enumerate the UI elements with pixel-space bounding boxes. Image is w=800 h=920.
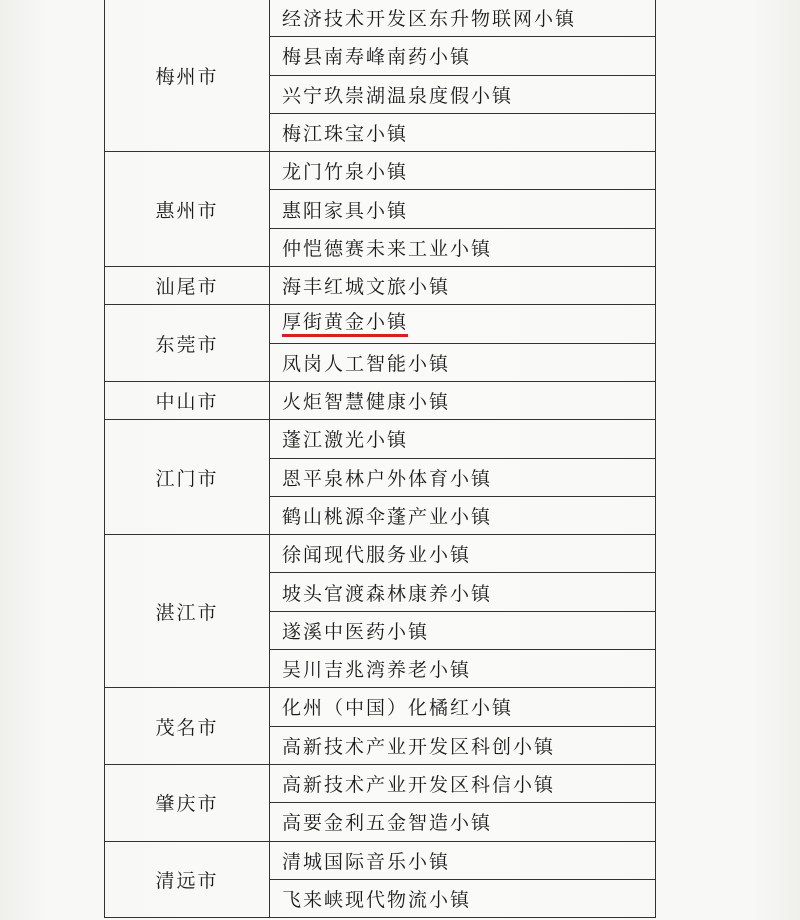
city-cell: 中山市 bbox=[105, 381, 270, 419]
town-cell: 蓬江激光小镇 bbox=[270, 420, 656, 458]
town-cell: 化州（中国）化橘红小镇 bbox=[270, 688, 656, 726]
town-table bbox=[104, 0, 656, 918]
town-cell bbox=[270, 305, 656, 343]
city-cell: 江门市 bbox=[105, 420, 270, 535]
town-cell: 坡头官渡森林康养小镇 bbox=[270, 573, 656, 611]
table-row bbox=[105, 688, 656, 726]
town-cell: 惠阳家具小镇 bbox=[270, 190, 656, 228]
table-row bbox=[105, 267, 656, 305]
city-cell: 肇庆市 bbox=[105, 764, 270, 841]
town-cell: 梅县南寿峰南药小镇 bbox=[270, 37, 656, 75]
town-cell: 兴宁玖崇湖温泉度假小镇 bbox=[270, 75, 656, 113]
town-cell: 海丰红城文旅小镇 bbox=[270, 267, 656, 305]
town-cell: 火炬智慧健康小镇 bbox=[270, 381, 656, 419]
town-cell: 高新技术产业开发区科创小镇 bbox=[270, 726, 656, 764]
town-cell: 仲恺德赛未来工业小镇 bbox=[270, 228, 656, 266]
city-cell: 湛江市 bbox=[105, 535, 270, 688]
city-cell: 茂名市 bbox=[105, 688, 270, 765]
table-row bbox=[105, 420, 656, 458]
town-cell: 经济技术开发区东升物联网小镇 bbox=[270, 0, 656, 37]
table-row bbox=[105, 152, 656, 190]
city-cell: 清远市 bbox=[105, 841, 270, 918]
city-cell: 惠州市 bbox=[105, 152, 270, 267]
town-cell: 清城国际音乐小镇 bbox=[270, 841, 656, 879]
table-row bbox=[105, 841, 656, 879]
town-cell: 高要金利五金智造小镇 bbox=[270, 803, 656, 841]
town-cell: 遂溪中医药小镇 bbox=[270, 611, 656, 649]
city-cell: 汕尾市 bbox=[105, 267, 270, 305]
highlighted-town: 厚街黄金小镇 bbox=[282, 313, 408, 337]
table-row bbox=[105, 305, 656, 343]
town-cell: 鹤山桃源伞蓬产业小镇 bbox=[270, 496, 656, 534]
town-cell: 凤岗人工智能小镇 bbox=[270, 343, 656, 381]
town-cell: 吴川吉兆湾养老小镇 bbox=[270, 650, 656, 688]
city-cell: 东莞市 bbox=[105, 305, 270, 382]
table-row bbox=[105, 381, 656, 419]
town-cell: 梅江珠宝小镇 bbox=[270, 113, 656, 151]
town-cell: 龙门竹泉小镇 bbox=[270, 152, 656, 190]
table-row bbox=[105, 764, 656, 802]
table-row bbox=[105, 0, 656, 37]
town-cell: 飞来峡现代物流小镇 bbox=[270, 879, 656, 917]
town-cell: 徐闻现代服务业小镇 bbox=[270, 535, 656, 573]
town-cell: 恩平泉林户外体育小镇 bbox=[270, 458, 656, 496]
table-row bbox=[105, 535, 656, 573]
town-cell: 高新技术产业开发区科信小镇 bbox=[270, 764, 656, 802]
city-cell: 梅州市 bbox=[105, 0, 270, 152]
